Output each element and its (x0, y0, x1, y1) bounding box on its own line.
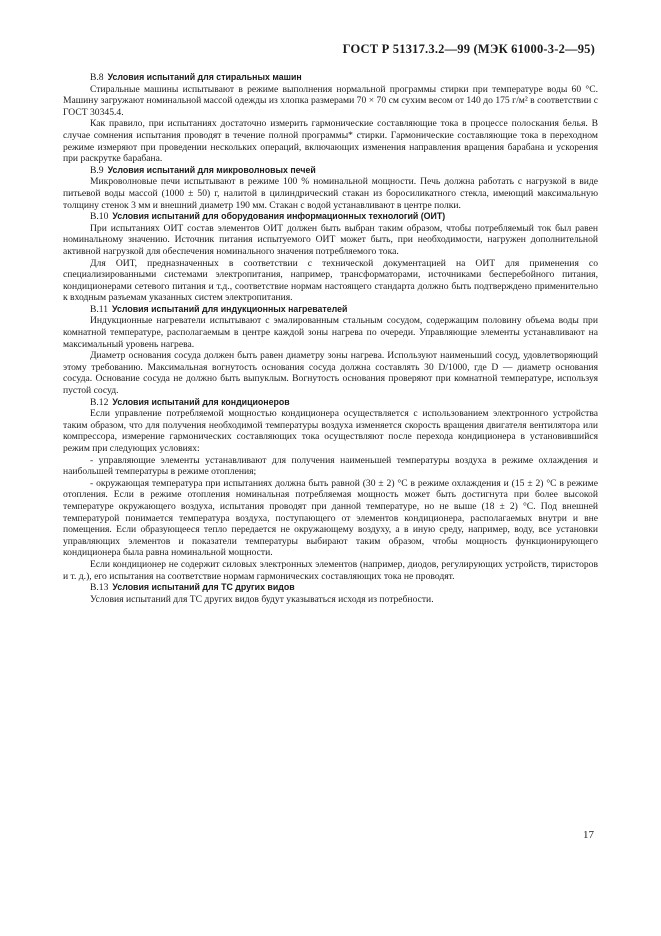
section-number: В.13 (90, 582, 109, 594)
section-title: Условия испытаний для кондиционеров (112, 396, 290, 407)
paragraph: Индукционные нагреватели испытывают с эмалированным стальным сосудом, содержащим половину объема воды при комнатной температуре, располагаемым в центре каждой зоны нагрева по очереди. Управляющие элементы устанавливают на максимальный уровень нагрева. (63, 315, 598, 350)
paragraph: Если кондиционер не содержит силовых электронных элементов (например, диодов, регулирующих устройств, тиристоров и т. д.), его испытания на соответствие нормам гармонических составляющих тока не проводят. (63, 558, 598, 582)
document-body (63, 72, 598, 605)
paragraph: - управляющие элементы устанавливают для получения наименьшей температуры воздуха в режиме охлаждения и наибольшей температуры в режиме отопления; (63, 454, 598, 478)
paragraph: - окружающая температура при испытаниях должна быть равной (30 ± 2) °С в режиме охлаждения и (15 ± 2) °С в режиме отопления. Если в режиме отопления номинальная потребляемая мощность может быть достигнута при более высокой температуре окружающего воздуха, испытания проводят при данной температуре, но не выше (18 ± 2) °С. Под внешней температурой понимается температура воздуха, поступающего от элементов кондиционера, располагаемых внутри и вне помещения. Если образующееся тепло передается не окружающему воздуху, а в иную среду, например, воду, все установки управляющих элементов и показатели температуры выбирают таким образом, чтобы мощность функционирующего кондиционера была равна номинальной мощности. (63, 477, 598, 559)
section-heading (63, 211, 598, 223)
paragraph: Диаметр основания сосуда должен быть равен диаметру зоны нагрева. Используют наименьший сосуд, удовлетворяющий этому требованию. Максимальная вогнутость основания сосуда должна составлять 30 D/1000, где D — диаметр основания сосуда. Основание сосуда не должно быть выпуклым. Вогнутость основания проверяют при комнатной температуре, используя пустой сосуд. (63, 350, 598, 397)
section-title: Условия испытаний для ТС других видов (112, 582, 295, 593)
section-number: В.9 (90, 164, 104, 176)
section-title: Условия испытаний для стиральных машин (107, 72, 302, 82)
section-number: В.8 (90, 72, 104, 83)
paragraph: Если управление потребляемой мощностью кондиционера осуществляется с использованием электронного устройства таким образом, что для получения необходимой температуры воздуха изменяется скорость вращения двигателя вентилятора или компрессора, измерение гармонических составляющих тока осуществляют после перехода кондиционера в установившийся режим при следующих условиях: (63, 408, 598, 454)
section-number: В.11 (90, 303, 109, 315)
paragraph: Стиральные машины испытывают в режиме выполнения нормальной программы стирки при температуре воды 60 °С. Машину загружают номинальной массой одежды из хлопка размерами 70 × 70 см сухим весом от 140 до 175 г/м² в соответствии с ГОСТ 30345.4. (63, 83, 598, 118)
section-number: В.10 (90, 211, 109, 223)
section-heading (63, 72, 598, 84)
section-heading (63, 397, 598, 409)
page-number: 17 (583, 829, 594, 841)
section-heading (63, 165, 598, 177)
paragraph: Микроволновые печи испытывают в режиме 100 % номинальной мощности. Печь должна работать с нагрузкой в виде питьевой воды массой (1000 ± 50) г, налитой в цилиндрический стакан из боросиликатного стекла, имеющий максимальную толщину стенок 3 мм и внешний диаметр 190 мм. Стакан с водой устанавливают в центре полки. (63, 176, 598, 211)
section-title: Условия испытаний для микроволновых печей (107, 164, 316, 175)
paragraph: Для ОИТ, предназначенных в соответствии с технической документацией на ОИТ для применения со специализированными системами электропитания, например, трансформаторами, источниками бесперебойного питания, кондиционерами сетевого питания и т.д., соответствие нормам настоящего стандарта должно быть подтверждено применительно к входным разъемам указанных систем электропитания. (63, 257, 598, 304)
section-heading (63, 304, 598, 316)
section-heading (63, 582, 598, 594)
paragraph: Условия испытаний для ТС других видов будут указываться исходя из потребности. (90, 593, 434, 605)
paragraph: Как правило, при испытаниях достаточно измерить гармонические составляющие тока в процессе полоскания белья. В случае сомнения испытания проводят в течение полной программы* стирки. Гармонические составляющие тока в переходном режиме измеряют при проведении нескольких операций, включающих изменения направления вращения барабана и ускорения при раскрутке барабана. (63, 118, 598, 165)
section-title: Условия испытаний для оборудования информационных технологий (ОИТ) (112, 211, 446, 222)
paragraph: При испытаниях ОИТ состав элементов ОИТ должен быть выбран таким образом, чтобы потребляемый ток был равен номинальному значению. Источник питания испытуемого ОИТ может быть, при необходимости, нагружен дополнительной активной нагрузкой для обеспечения номинального значения потребляемого тока. (63, 222, 598, 257)
section-number: В.12 (90, 396, 109, 408)
section-title: Условия испытаний для индукционных нагревателей (112, 303, 348, 314)
standard-header: ГОСТ Р 51317.3.2—99 (МЭК 61000-3-2—95) (342, 42, 595, 56)
